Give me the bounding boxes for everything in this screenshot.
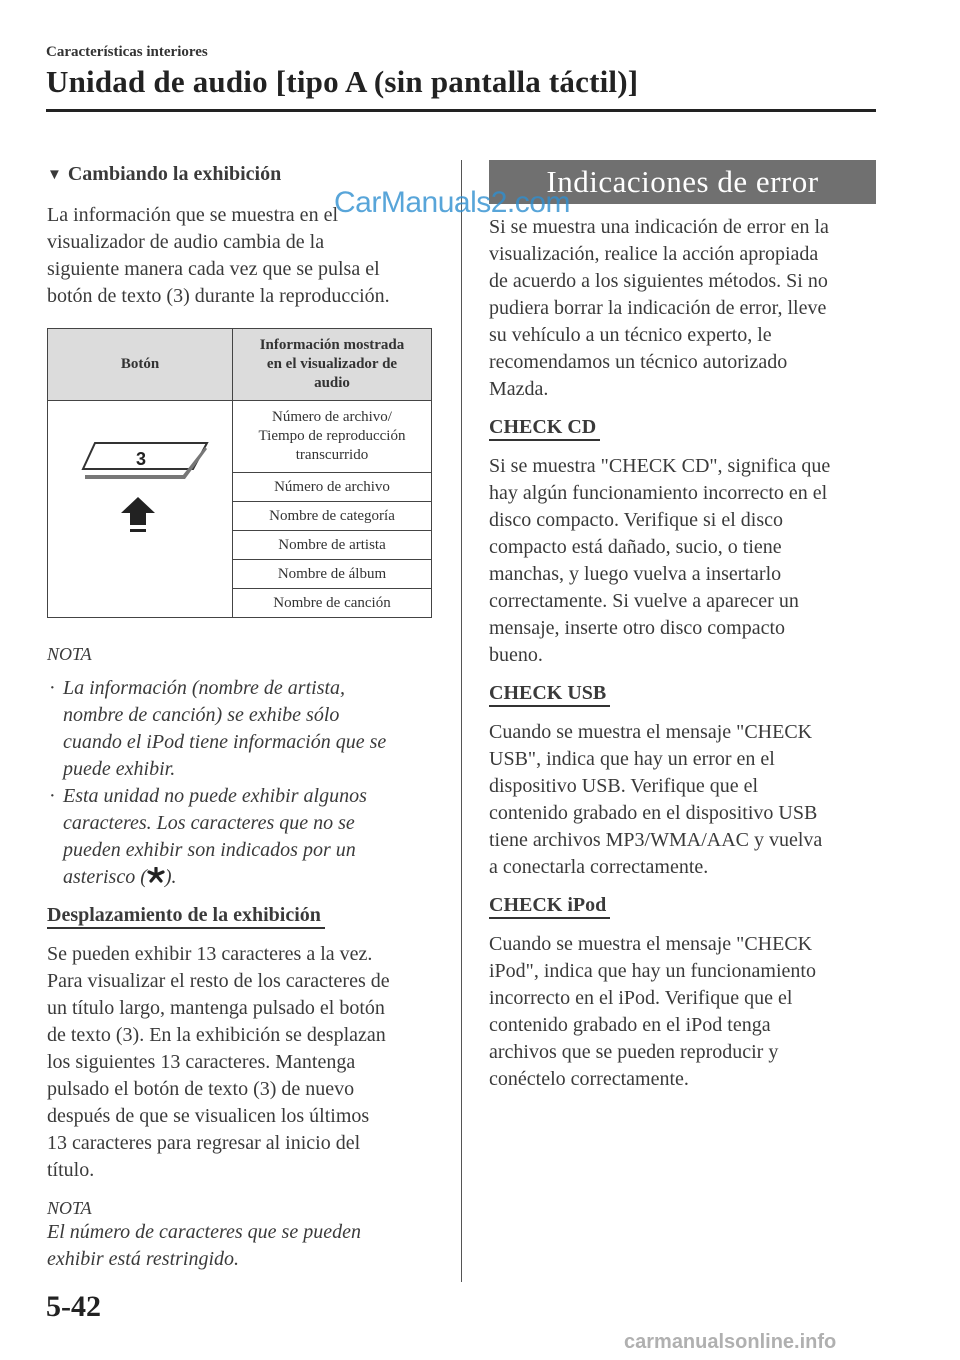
errors-intro [489,214,879,403]
nota-label-2: NOTA [47,1198,92,1218]
text-line: los siguientes 13 caracteres. Mantenga [47,1051,356,1073]
header-line: en el visualizador de [266,356,398,372]
error-code-heading: CHECK USB [489,681,610,707]
text-line: El número de caracteres que se pueden [47,1221,361,1243]
watermark-top: CarManuals2.com [334,186,570,219]
text-line: exhibir está restringido. [47,1248,240,1270]
info-row-2: Número de archivo [233,473,432,502]
nota-item [47,675,437,783]
nota-label: NOTA [47,644,92,664]
text-line: contenido grabado en el dispositivo USB [489,802,818,824]
text-line: pudiera borrar la indicación de error, lleve [489,297,827,319]
cell-line: Número de archivo/ [272,409,392,425]
text-line: disco compacto. Verifique si el disco [489,509,784,531]
text-line: USB", indica que hay un error en el [489,748,775,770]
text-line: título. [47,1159,95,1181]
text-line: La información (nombre de artista, [63,677,346,699]
text-line: puede exhibir. [63,758,176,780]
info-row-5: Nombre de álbum [233,560,432,589]
text-line: un título largo, mantenga pulsado el botón [47,997,385,1019]
text-line: contenido grabado en el iPod tenga [489,1014,771,1036]
text-line: archivos que se pueden reproducir y [489,1041,779,1063]
right-column [489,214,879,1093]
info-row-6: Nombre de canción [233,589,432,618]
text-line: pueden exhibir son indicados por un [63,839,356,861]
cell-line: transcurrido [295,447,369,463]
nota-list [47,675,437,891]
header-line: Información mostrada [259,337,405,353]
text-line: conéctelo correctamente. [489,1068,689,1090]
asterisk-icon [147,867,165,883]
text-line [63,864,437,891]
nota-item [47,783,437,891]
text-line: Si se muestra "CHECK CD", significa que [489,455,831,477]
text-line: Esta unidad no puede exhibir algunos [63,785,367,807]
text-line: tiene archivos MP3/WMA/AAC y vuelva [489,829,823,851]
section-heading-text: Cambiando la exhibición [67,163,282,185]
text-line: después de que se visualicen los últimos [47,1105,370,1127]
error-code-heading: CHECK iPod [489,893,610,919]
text-line: visualizador de audio cambia de la [47,231,325,253]
text-line: su vehículo a un técnico experto, le [489,324,772,346]
text-line: cuando el iPod tiene información que se [63,731,387,753]
column-divider [461,160,462,1282]
table-header-button: Botón [48,329,233,401]
error-description [489,453,879,669]
table-header-info [233,329,432,401]
info-row-3: Nombre de categoría [233,502,432,531]
text-line: mensaje, inserte otro disco compacto [489,617,786,639]
button-label: 3 [135,449,147,469]
error-description [489,931,879,1093]
text-line: pulsado el botón de texto (3) de nuevo [47,1078,355,1100]
display-table [47,328,432,618]
watermark-bottom: carmanualsonline.info [624,1331,837,1353]
text-line: Mazda. [489,378,549,400]
bullet-dot-icon: · [49,785,56,807]
cell-line: Tiempo de reproducción [258,428,406,444]
text-line: Para visualizar el resto de los caracteres de [47,970,390,992]
text-line: recomendamos un técnico autorizado [489,351,788,373]
text-line: hay algún funcionamiento incorrecto en el [489,482,828,504]
error-indications-banner: Indicaciones de error [489,160,876,204]
nota-2-text [47,1219,437,1273]
title-rule [46,109,876,112]
text-line: iPod", indica que hay un funcionamiento [489,960,816,982]
section-heading [47,161,437,189]
text-line: nombre de canción) se exhibe sólo [63,704,340,726]
text-line: manchas, y luego vuelva a insertarlo [489,563,782,585]
scroll-paragraph [47,941,437,1184]
text-line: 13 caracteres para regresar al inicio del [47,1132,361,1154]
text-line: dispositivo USB. Verifique que el [489,775,759,797]
triangle-marker-icon: ▼ [47,167,62,183]
text-line: caracteres. Los caracteres que no se [63,812,355,834]
left-column [47,161,437,1273]
scroll-heading: Desplazamiento de la exhibición [47,903,325,929]
info-row-1 [233,401,432,473]
text-line: de texto (3). En la exhibición se desplazan [47,1024,386,1046]
text-line: La información que se muestra en el [47,204,338,226]
text-line: Si se muestra una indicación de error en la [489,216,829,238]
asterisk-prefix: asterisco ( [63,866,147,888]
button-illustration-cell [48,401,233,618]
text-line: visualización, realice la acción apropiada [489,243,819,265]
text-line: botón de texto (3) durante la reproducción. [47,285,390,307]
text-line: siguiente manera cada vez que se pulsa el [47,258,380,280]
page-title: Unidad de audio [tipo A (sin pantalla táctil)] [46,64,639,99]
text-line: incorrecto en el iPod. Verifique que el [489,987,793,1009]
info-row-4: Nombre de artista [233,531,432,560]
text-line: Cuando se muestra el mensaje "CHECK [489,721,813,743]
error-code-heading: CHECK CD [489,415,600,441]
error-description [489,719,879,881]
page-number: 5-42 [46,1290,101,1323]
bullet-dot-icon: · [49,677,56,699]
text-button-3-icon [65,441,215,571]
section-label: Características interiores [46,44,208,60]
text-line: de acuerdo a los siguientes métodos. Si no [489,270,828,292]
asterisk-suffix: ). [164,866,177,888]
text-line: correctamente. Si vuelve a aparecer un [489,590,799,612]
text-line: bueno. [489,644,543,666]
text-line: compacto está dañado, sucio, o tiene [489,536,782,558]
text-line: a conectarla correctamente. [489,856,709,878]
text-line: Cuando se muestra el mensaje "CHECK [489,933,813,955]
header-line: audio [314,375,350,391]
text-line: Se pueden exhibir 13 caracteres a la vez. [47,943,373,965]
